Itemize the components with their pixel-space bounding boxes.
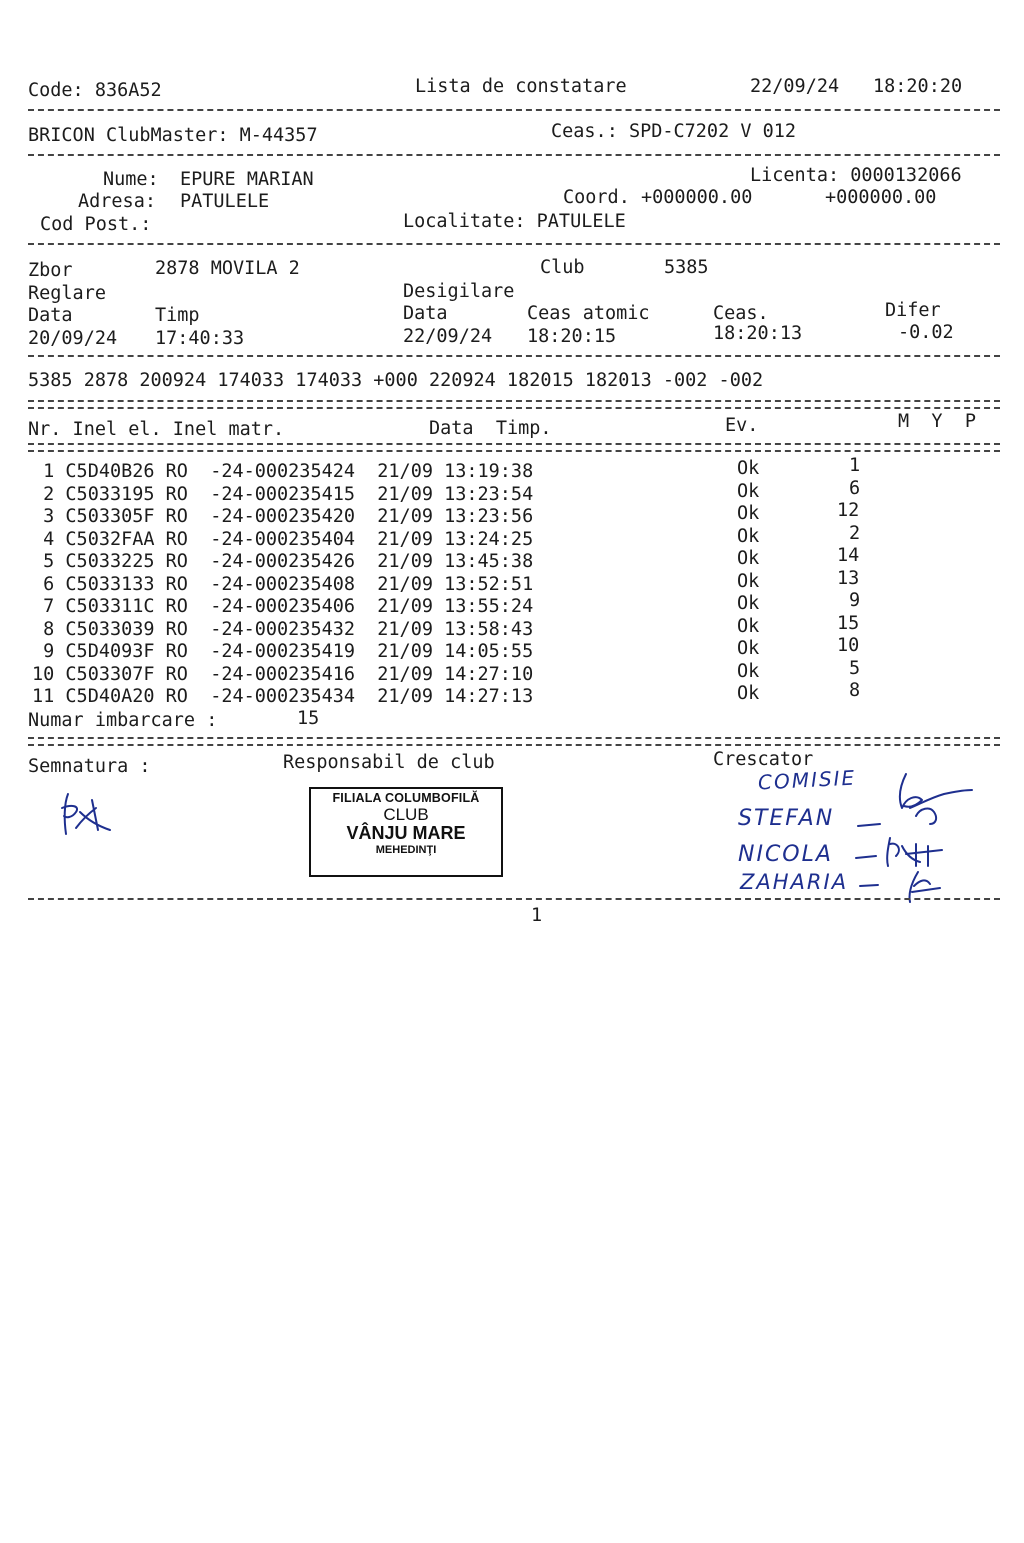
separator	[28, 737, 1000, 739]
postal-code-label: Cod Post.:	[40, 214, 152, 235]
table-row: 8 C5033039 RO -24-000235432 21/09 13:58:43	[32, 619, 534, 640]
stamp-line: VÂNJU MARE	[346, 823, 466, 844]
owner-address: PATULELE	[180, 191, 270, 212]
clock-id: Ceas.: SPD-C7202 V 012	[551, 121, 797, 142]
name-label: Nume:	[103, 169, 159, 190]
table-row-ev: Ok	[737, 683, 760, 704]
table-row-ev: Ok	[737, 548, 760, 569]
table-row-m: 1	[849, 455, 861, 476]
stamp-line: MEHEDINŢI	[375, 844, 437, 857]
desigilare-date-label: Data	[403, 303, 448, 324]
separator	[28, 154, 1000, 156]
club-label: Club	[540, 257, 585, 278]
table-row-ev: Ok	[737, 593, 760, 614]
table-row-ev: Ok	[737, 571, 760, 592]
table-header-date-time: Data Timp.	[429, 418, 552, 439]
owner-name: EPURE MARIAN	[180, 169, 314, 190]
table-row: 4 C5032FAA RO -24-000235404 21/09 13:24:25	[32, 529, 534, 550]
signature-label: Semnatura :	[28, 756, 151, 777]
stamp-line: FILIALA COLUMBOFILĂ	[332, 791, 480, 805]
coordinates: Coord. +000000.00	[563, 187, 753, 208]
breeder-label: Crescator	[713, 749, 814, 770]
stamp-line: CLUB	[383, 804, 429, 824]
separator	[28, 400, 1000, 402]
code-line: 5385 2878 200924 174033 174033 +000 220924 182015 182013 -002 -002	[28, 370, 764, 391]
coordinates-second: +000000.00	[825, 187, 937, 208]
handwritten-name: ZAHARIA	[740, 870, 849, 894]
separator	[28, 744, 1000, 746]
separator	[28, 407, 1000, 409]
separator	[28, 450, 1000, 452]
table-row: 2 C5033195 RO -24-000235415 21/09 13:23:54	[32, 484, 534, 505]
clock-time: 18:20:13	[713, 323, 803, 344]
handwritten-name: STEFAN	[738, 806, 835, 831]
separator	[28, 109, 1000, 111]
table-row-ev: Ok	[737, 661, 760, 682]
separator	[28, 443, 1000, 445]
table-row-m: 2	[849, 523, 861, 544]
handwritten-committee: COMISIE	[757, 765, 857, 795]
clock-label: Ceas.	[713, 303, 769, 324]
desigilare-date: 22/09/24	[403, 326, 493, 347]
address-label: Adresa:	[78, 191, 156, 212]
table-row: 9 C5D4093F RO -24-000235419 21/09 14:05:55	[32, 641, 534, 662]
desigilare-label: Desigilare	[403, 281, 515, 302]
code-label: Code: 836A52	[28, 80, 162, 101]
table-row: 11 C5D40A20 RO -24-000235434 21/09 14:27:13	[32, 686, 534, 707]
separator	[28, 243, 1000, 245]
difference-value: -0.02	[898, 322, 954, 343]
club-responsible-label: Responsabil de club	[283, 752, 495, 773]
reglare-label: Reglare	[28, 283, 106, 304]
separator	[28, 355, 1000, 357]
table-row-m: 15	[837, 613, 860, 634]
table-row: 5 C5033225 RO -24-000235426 21/09 13:45:38	[32, 551, 534, 572]
table-header-ring: Nr. Inel el. Inel matr.	[28, 419, 285, 440]
table-row-ev: Ok	[737, 526, 760, 547]
header-time: 18:20:20	[873, 76, 963, 97]
reglare-date: 20/09/24	[28, 328, 118, 349]
document-title: Lista de constatare	[415, 76, 627, 97]
reglare-time-label: Timp	[155, 305, 200, 326]
flight-name: 2878 MOVILA 2	[155, 258, 300, 279]
locality: Localitate: PATULELE	[403, 211, 626, 232]
table-header-ev: Ev.	[725, 415, 759, 436]
table-row-m: 13	[837, 568, 860, 589]
table-row: 10 C503307F RO -24-000235416 21/09 14:27:10	[32, 664, 534, 685]
page-number: 1	[531, 905, 543, 926]
reglare-time: 17:40:33	[155, 328, 245, 349]
license-number: Licenta: 0000132066	[750, 165, 962, 186]
table-row-ev: Ok	[737, 458, 760, 479]
table-row-m: 10	[837, 635, 860, 656]
boarding-count-label: Numar imbarcare :	[28, 710, 218, 731]
table-row-ev: Ok	[737, 616, 760, 637]
atomic-clock-label: Ceas atomic	[527, 303, 650, 324]
table-row-m: 12	[837, 500, 860, 521]
atomic-clock-time: 18:20:15	[527, 326, 617, 347]
table-row-ev: Ok	[737, 638, 760, 659]
clubmaster-id: BRICON ClubMaster: M-44357	[28, 125, 318, 146]
table-row-m: 6	[849, 478, 861, 499]
table-row-ev: Ok	[737, 481, 760, 502]
table-row: 1 C5D40B26 RO -24-000235424 21/09 13:19:38	[32, 461, 534, 482]
table-row: 6 C5033133 RO -24-000235408 21/09 13:52:51	[32, 574, 534, 595]
club-number: 5385	[664, 257, 709, 278]
table-row-m: 8	[849, 680, 861, 701]
difference-label: Difer	[885, 300, 941, 321]
table-row-ev: Ok	[737, 503, 760, 524]
separator	[28, 898, 1000, 900]
owner-signature	[58, 790, 118, 840]
table-row: 7 C503311C RO -24-000235406 21/09 13:55:24	[32, 596, 534, 617]
committee-signatures	[850, 768, 980, 908]
table-header-myp: M Y P	[898, 411, 976, 432]
boarding-count: 15	[297, 708, 320, 729]
handwritten-name: NICOLA	[738, 842, 833, 867]
table-row-m: 5	[849, 658, 861, 679]
table-row-m: 9	[849, 590, 861, 611]
table-row-m: 14	[837, 545, 860, 566]
club-stamp	[309, 787, 503, 877]
flight-label: Zbor	[28, 260, 73, 281]
table-row: 3 C503305F RO -24-000235420 21/09 13:23:56	[32, 506, 534, 527]
reglare-date-label: Data	[28, 305, 73, 326]
header-date: 22/09/24	[750, 76, 840, 97]
